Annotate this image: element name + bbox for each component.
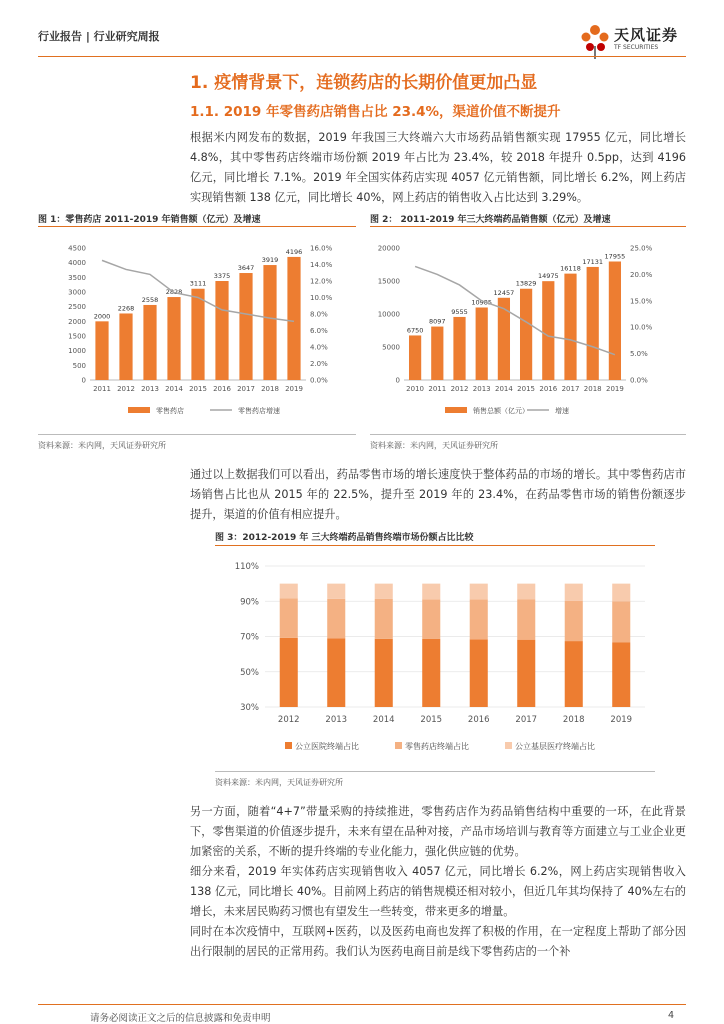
legend-label: 公立基层医疗终端占比 xyxy=(515,742,595,751)
stacked-bar-segment xyxy=(565,641,583,707)
legend-label: 公立医院终端占比 xyxy=(295,742,359,751)
stacked-bar-segment xyxy=(375,599,393,639)
y-left-tick-label: 2500 xyxy=(68,303,86,312)
y-right-tick-label: 16.0% xyxy=(310,244,333,253)
y-right-tick-label: 8.0% xyxy=(310,310,328,319)
section-heading: 1. 疫情背景下，连锁药店的长期价值更加凸显 xyxy=(190,73,538,93)
x-tick-label: 2018 xyxy=(261,385,279,393)
stacked-bar-segment xyxy=(375,584,393,599)
y-left-tick-label: 20000 xyxy=(377,244,400,253)
figure-3-title: 图 3：2012-2019 年 三大终端药品销售终端市场份额占比比较 xyxy=(215,533,474,543)
x-tick-label: 2012 xyxy=(277,715,300,725)
logo-name: 天风证券 xyxy=(614,26,679,44)
y-tick-label: 70% xyxy=(240,632,259,643)
y-right-tick-label: 4.0% xyxy=(310,343,328,352)
bar-value-label: 16118 xyxy=(560,264,581,273)
figure-1-title: 图 1：零售药店 2011-2019 年销售额（亿元）及增速 xyxy=(38,215,261,225)
figure-3-chart xyxy=(215,552,655,764)
stacked-bar-segment xyxy=(327,638,345,707)
y-left-tick-label: 3500 xyxy=(68,273,86,282)
y-left-tick-label: 0 xyxy=(81,376,86,385)
logo-flower-icon xyxy=(578,20,612,60)
bar xyxy=(239,273,252,380)
bar-value-label: 6750 xyxy=(406,326,424,335)
x-tick-label: 2016 xyxy=(539,385,558,393)
bar xyxy=(95,321,108,380)
paragraph-5: 同时在本次疫情中，互联网+医药，以及医药电商也发挥了积极的作用，在一定程度上帮助了部分因出行限制的居民的正常用药。我们认为医药电商目前是线下零售药店的一个补 xyxy=(190,925,686,958)
legend-swatch xyxy=(505,742,512,749)
logo-english: TF SECURITIES xyxy=(614,44,659,51)
stacked-bar-segment xyxy=(470,639,488,707)
x-tick-label: 2019 xyxy=(605,385,624,393)
bar-value-label: 13829 xyxy=(515,279,537,288)
y-left-tick-label: 10000 xyxy=(377,310,400,319)
stacked-bar-segment xyxy=(517,584,535,600)
figure-2-source: 资料来源：米内网，天风证券研究所 xyxy=(370,441,498,450)
x-tick-label: 2013 xyxy=(325,715,348,725)
bar-value-label: 3111 xyxy=(189,279,207,288)
bar xyxy=(119,313,132,380)
x-tick-label: 2012 xyxy=(450,385,469,393)
x-tick-label: 2018 xyxy=(583,385,602,393)
bar xyxy=(191,289,204,380)
bar-value-label: 9555 xyxy=(451,307,468,316)
x-tick-label: 2018 xyxy=(562,715,585,725)
legend-bar-label: 销售总额（亿元） xyxy=(473,407,529,415)
bar-value-label: 3919 xyxy=(261,256,279,265)
bar xyxy=(167,297,180,380)
legend-line-label: 增速 xyxy=(555,407,569,415)
bar-value-label: 4196 xyxy=(285,247,303,256)
x-tick-label: 2017 xyxy=(515,715,538,725)
y-tick-label: 110% xyxy=(234,562,259,572)
bar xyxy=(263,265,276,380)
subsection-heading: 1.1. 2019 年零售药店销售占比 23.4%，渠道价值不断提升 xyxy=(190,104,561,120)
stacked-bar-segment xyxy=(470,584,488,600)
bar-value-label: 17955 xyxy=(604,252,626,261)
stacked-bar-segment xyxy=(612,601,630,642)
page-number: 4 xyxy=(668,1010,675,1021)
x-tick-label: 2015 xyxy=(517,385,536,393)
figure-1-chart xyxy=(38,232,356,430)
y-tick-label: 30% xyxy=(240,703,259,713)
x-tick-label: 2017 xyxy=(561,385,580,393)
stacked-bar-segment xyxy=(327,599,345,638)
paragraph-2: 通过以上数据我们可以看出，药品零售市场的增长速度快于整体药品的市场的增长。其中零售药店市场销售占比也从 2015 年的 22.5%，提升至 2019 年的 23.4%，在药品零售市场的销售份额逐步提升，渠道的价值有相应提升。 xyxy=(190,468,686,521)
x-tick-label: 2016 xyxy=(467,715,490,725)
bar-value-label: 17131 xyxy=(582,257,604,266)
x-tick-label: 2012 xyxy=(117,385,135,393)
x-tick-label: 2014 xyxy=(494,385,513,393)
x-tick-label: 2019 xyxy=(285,385,303,393)
x-tick-label: 2013 xyxy=(472,385,491,393)
bar-value-label: 12457 xyxy=(493,288,515,297)
x-tick-label: 2019 xyxy=(610,715,633,725)
bar xyxy=(564,274,576,380)
x-tick-label: 2016 xyxy=(213,385,231,393)
figure-2-title: 图 2： 2011-2019 年三大终端药品销售额（亿元）及增速 xyxy=(370,215,611,225)
stacked-bar-segment xyxy=(280,638,298,707)
y-left-tick-label: 3000 xyxy=(68,288,86,297)
legend-bar-label: 零售药店 xyxy=(156,407,184,415)
stacked-bar-segment xyxy=(422,639,440,707)
brand-logo xyxy=(578,20,688,60)
stacked-bar-segment xyxy=(612,642,630,707)
bar xyxy=(453,317,465,380)
y-right-tick-label: 0.0% xyxy=(630,376,648,385)
stacked-bar-segment xyxy=(517,640,535,707)
y-left-tick-label: 1000 xyxy=(68,347,86,356)
bar-value-label: 2000 xyxy=(93,312,111,321)
y-right-tick-label: 5.0% xyxy=(630,350,648,359)
y-right-tick-label: 10.0% xyxy=(310,294,333,302)
stacked-bar-segment xyxy=(422,599,440,639)
bar-value-label: 14975 xyxy=(537,272,559,281)
bar-value-label: 3375 xyxy=(213,272,231,280)
paragraph-4: 细分来看，2019 年实体药店实现销售收入 4057 亿元，同比增长 6.2%，网上药店实现销售收入 138 亿元，同比增长 40%。目前网上药店的销售规模还相对较小，但近几年其均保持了 40%左右的增长，未来居民购药习惯也有望发生一些转变，带来更多的增量。 xyxy=(190,865,686,918)
bar-value-label: 2828 xyxy=(165,288,183,297)
y-tick-label: 90% xyxy=(240,597,259,608)
figure-1-source-rule xyxy=(38,434,356,435)
bar xyxy=(431,327,443,380)
stacked-bar-segment xyxy=(280,584,298,599)
x-tick-label: 2011 xyxy=(428,385,447,393)
figure-2-rule xyxy=(370,226,686,227)
y-right-tick-label: 15.0% xyxy=(630,297,653,306)
y-right-tick-label: 6.0% xyxy=(310,327,328,335)
header-breadcrumb: 行业报告 | 行业研究周报 xyxy=(38,30,160,43)
bar xyxy=(609,261,621,380)
y-left-tick-label: 15000 xyxy=(377,277,400,286)
footer-disclaimer: 请务必阅读正文之后的信息披露和免责申明 xyxy=(90,1013,271,1024)
y-left-tick-label: 4500 xyxy=(68,244,86,253)
x-tick-label: 2014 xyxy=(165,385,183,393)
bar xyxy=(542,281,554,380)
bar xyxy=(287,257,300,380)
y-left-tick-label: 2000 xyxy=(68,317,86,326)
x-tick-label: 2015 xyxy=(189,385,207,393)
stacked-bar-segment xyxy=(280,598,298,638)
bar xyxy=(498,298,510,380)
y-right-tick-label: 14.0% xyxy=(310,261,333,269)
y-left-tick-label: 4000 xyxy=(68,259,86,268)
y-right-tick-label: 2.0% xyxy=(310,360,328,368)
paragraph-3: 另一方面，随着“4+7”带量采购的持续推进，零售药店作为药品销售结构中重要的一环，在此背景下，零售渠道的价值逐步提升，未来有望在品种对接，产品市场培训与教育等方面建立与工业企业更加紧密的关系，不断的提升终端的专业化能力，强化供应链的优势。 xyxy=(190,805,686,858)
stacked-bar-segment xyxy=(327,584,345,599)
figure-1-source: 资料来源：米内网，天风证券研究所 xyxy=(38,441,166,450)
bar xyxy=(476,307,488,380)
stacked-bar-segment xyxy=(375,639,393,707)
legend-swatch xyxy=(395,742,402,749)
legend-bar-swatch xyxy=(445,407,467,413)
bar-value-label: 3647 xyxy=(237,264,255,273)
legend-bar-swatch xyxy=(128,407,150,413)
legend-label: 零售药店终端占比 xyxy=(405,742,469,751)
stacked-bar-segment xyxy=(565,601,583,641)
x-tick-label: 2014 xyxy=(372,715,395,725)
header-divider xyxy=(38,56,686,57)
stacked-bar-segment xyxy=(517,599,535,639)
stacked-bar-segment xyxy=(565,584,583,601)
y-right-tick-label: 20.0% xyxy=(630,270,653,279)
bar-value-label: 8097 xyxy=(429,317,446,326)
x-tick-label: 2010 xyxy=(406,385,425,393)
stacked-bar-segment xyxy=(612,584,630,602)
x-tick-label: 2013 xyxy=(141,385,159,393)
bar xyxy=(215,281,228,380)
paragraph-1: 根据米内网发布的数据，2019 年我国三大终端六大市场药品销售额实现 17955 亿元，同比增长 4.8%，其中零售药店终端市场份额 2019 年占比为 23.4%，较 2018 年提升 0.5pp，达到 4196 亿元，同比增长 7.1%。2019 年全国实体药店实现 4057 亿元销售额，同比增长 6.2%，网上药店实现销售额 138 亿元，同比增长 40%，网上药店的销售收入占比达到 3.29%。 xyxy=(190,131,686,204)
figure-2-source-rule xyxy=(370,434,686,435)
bar-value-label: 2268 xyxy=(117,304,135,313)
y-left-tick-label: 500 xyxy=(72,361,86,370)
bar xyxy=(409,335,421,380)
footer-divider xyxy=(38,1004,686,1005)
figure-1-rule xyxy=(38,226,356,227)
y-right-tick-label: 10.0% xyxy=(630,323,653,332)
legend-swatch xyxy=(285,742,292,749)
y-left-tick-label: 0 xyxy=(395,376,400,385)
y-right-tick-label: 25.0% xyxy=(630,244,653,253)
x-tick-label: 2017 xyxy=(237,385,255,393)
y-right-tick-label: 12.0% xyxy=(310,277,333,286)
figure-3-rule xyxy=(215,545,655,546)
y-left-tick-label: 5000 xyxy=(382,343,400,352)
bar-value-label: 10985 xyxy=(471,298,493,307)
bar xyxy=(143,305,156,380)
legend-line-label: 零售药店增速 xyxy=(238,407,280,415)
figure-3-source-rule xyxy=(215,771,655,772)
y-right-tick-label: 0.0% xyxy=(310,376,328,385)
bar xyxy=(587,267,599,380)
bar-value-label: 2558 xyxy=(141,295,159,304)
figure-2-chart xyxy=(370,232,686,430)
stacked-bar-segment xyxy=(422,584,440,600)
stacked-bar-segment xyxy=(470,599,488,639)
bar xyxy=(520,289,532,380)
x-tick-label: 2011 xyxy=(93,385,111,393)
y-tick-label: 50% xyxy=(240,667,259,678)
y-left-tick-label: 1500 xyxy=(68,332,86,341)
figure-3-source: 资料来源：米内网，天风证券研究所 xyxy=(215,778,343,787)
x-tick-label: 2015 xyxy=(420,715,443,725)
